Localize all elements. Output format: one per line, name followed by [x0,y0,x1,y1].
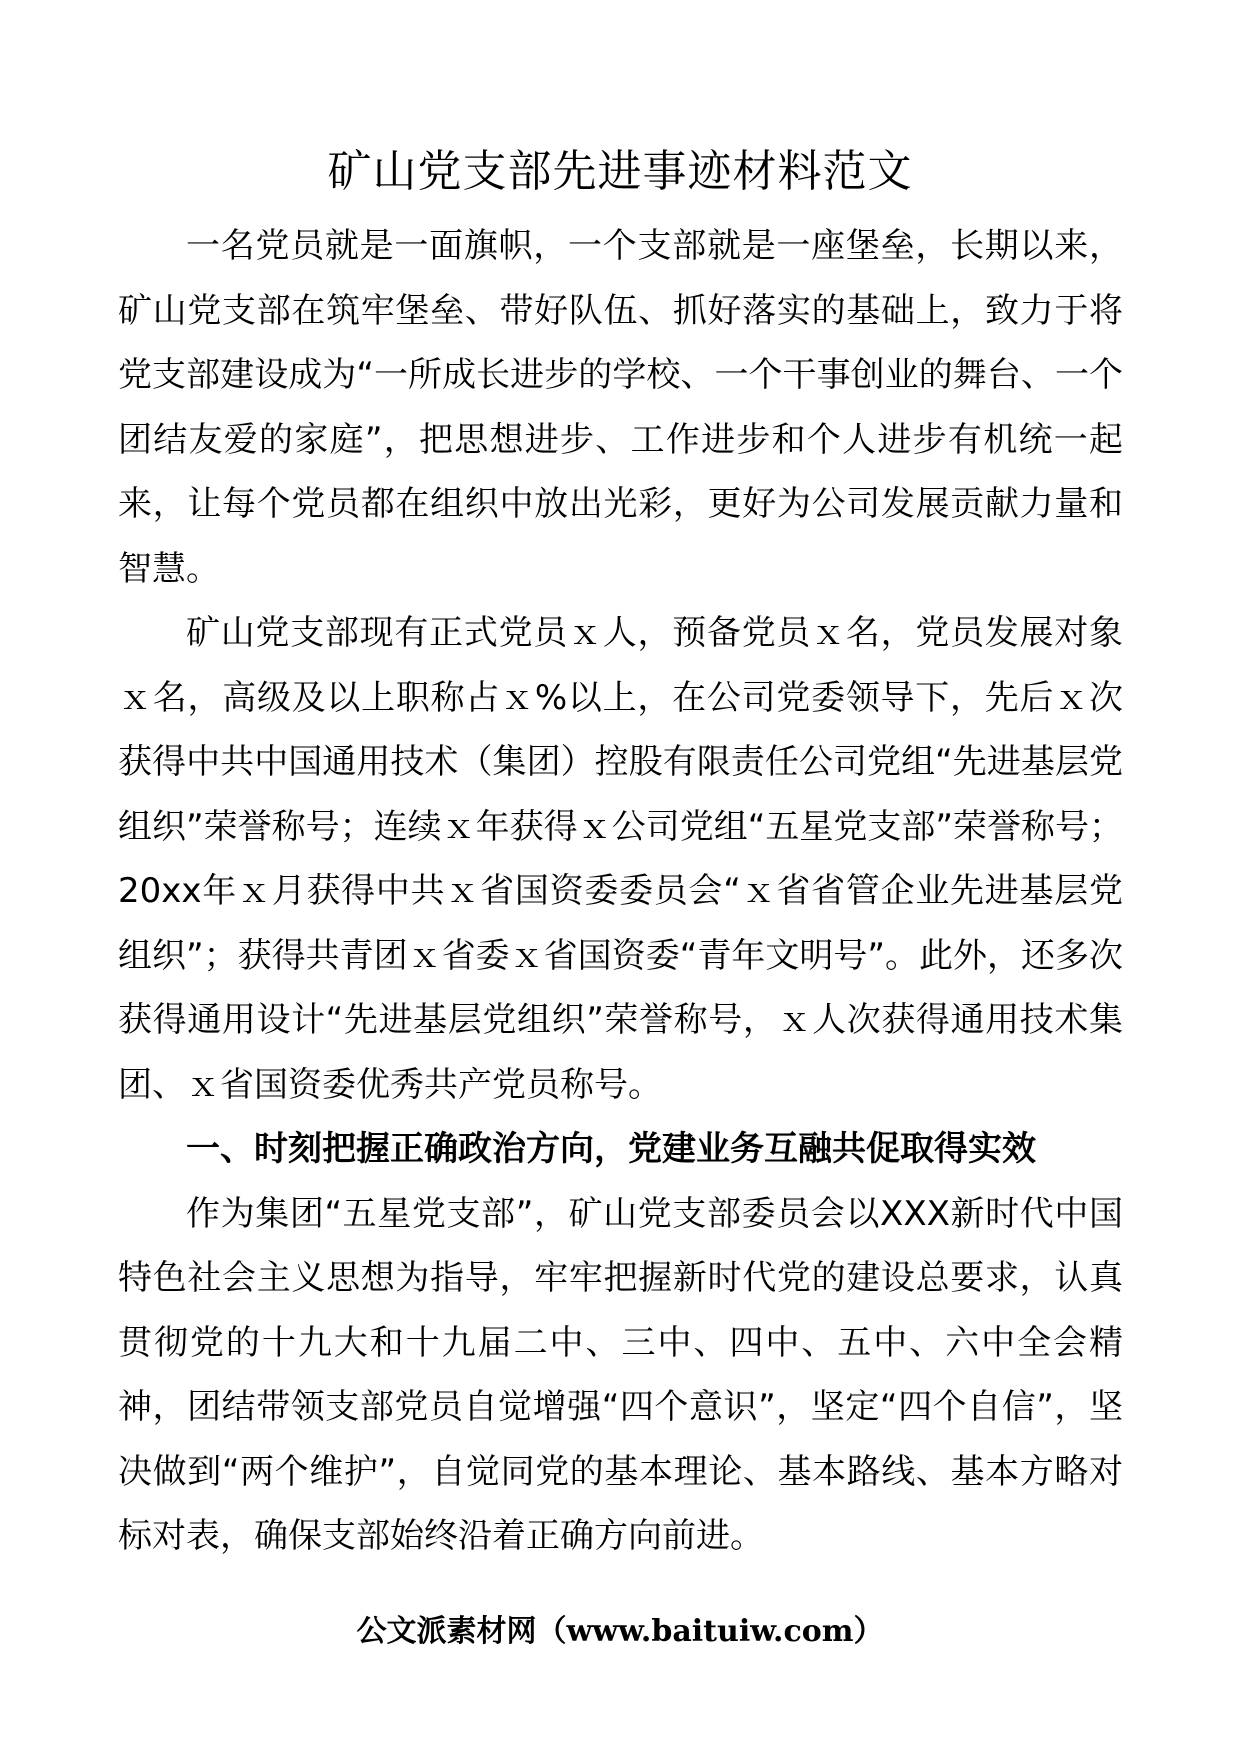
section-heading: 一、时刻把握正确政治方向，党建业务互融共促取得实效 [186,1129,1036,1169]
body-paragraph-intro: 一名党员就是一面旗帜，一个支部就是一座堡垒，长期以来，矿山党支部在筑牢堡垒、带好队伍、抓好落实的基础上，致力于将党支部建设成为“一所成长进步的学校、一个干事创业的舞台、一个团结友爱的家庭”，把思想进步、工作进步和个人进步有机统一起来，让每个党员都在组织中放出光彩，更好为公司发展贡献力量和智慧。 [118,226,1123,589]
document-title: 矿山党支部先进事迹材料范文 [327,146,913,197]
document-body [118,214,1123,1569]
body-paragraph-honors: 矿山党支部现有正式党员ｘ人，预备党员ｘ名，党员发展对象ｘ名，高级及以上职称占ｘ%以上，在公司党委领导下，先后ｘ次获得中共中国通用技术（集团）控股有限责任公司党组“先进基层党组织”荣誉称号；连续ｘ年获得ｘ公司党组“五星党支部”荣誉称号；20xx年ｘ月获得中共ｘ省国资委委员会“ｘ省省管企业先进基层党组织”；获得共青团ｘ省委ｘ省国资委“青年文明号”。此外，还多次获得通用设计“先进基层党组织”荣誉称号，ｘ人次获得通用技术集团、ｘ省国资委优秀共产党员称号。 [118,613,1123,1105]
footer-source: 公文派素材网（www.baituiw.com） [356,1614,884,1649]
section-paragraph: 作为集团“五星党支部”，矿山党支部委员会以XXX新时代中国特色社会主义思想为指导，牢牢把握新时代党的建设总要求，认真贯彻党的十九大和十九届二中、三中、四中、五中、六中全会精神，团结带领支部党员自觉增强“四个意识”，坚定“四个自信”，坚决做到“两个维护”，自觉同党的基本理论、基本路线、基本方略对标对表，确保支部始终沿着正确方向前进。 [118,1193,1123,1556]
